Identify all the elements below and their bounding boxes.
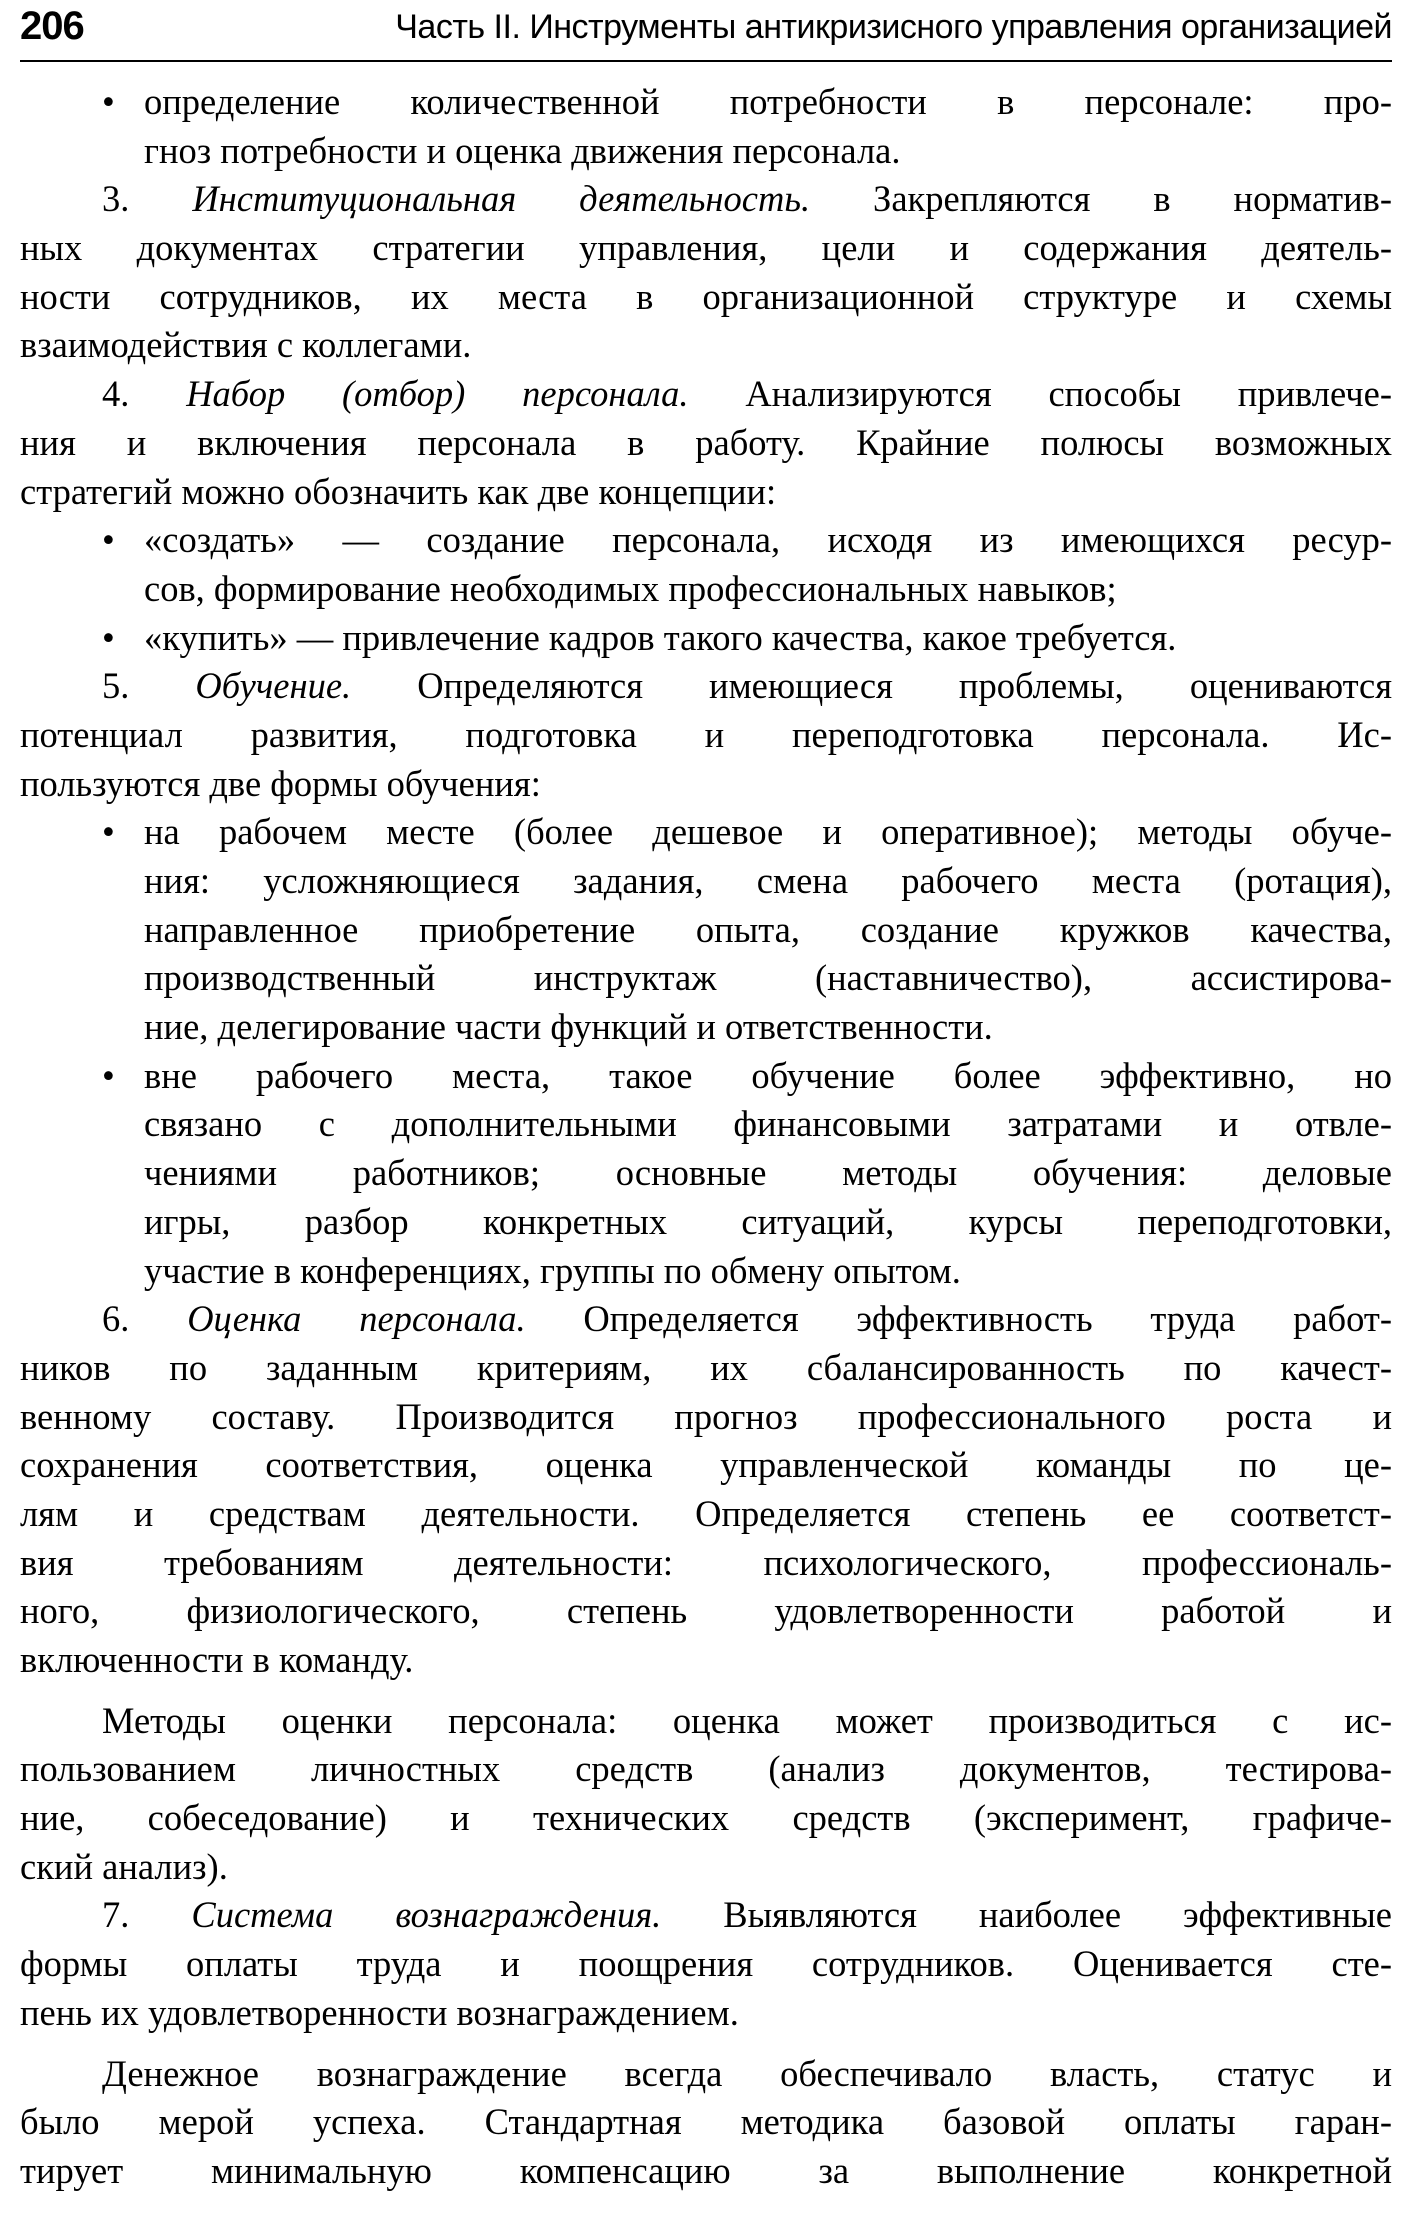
item-heading: Набор (отбор) персонала. [186, 373, 689, 415]
line-text: участие в конференциях, группы по обмену опытом. [144, 1249, 961, 1291]
text-line [20, 370, 1392, 419]
line-text: сохранения соответствия, оценка управленческой команды по це- [20, 1444, 1392, 1486]
line-text: ного, физиологического, степень удовлетворенности работой и [20, 1590, 1392, 1632]
line-text: «создать» — создание персонала, исходя из имеющихся ресур- [144, 519, 1392, 561]
text-line [20, 1697, 1392, 1746]
text-line [20, 1794, 1392, 1843]
text-line [20, 1149, 1392, 1198]
text-line [20, 516, 1392, 565]
line-text: взаимодействия с коллегами. [20, 324, 472, 366]
line-text: формы оплаты труда и поощрения сотрудников. Оценивается сте- [20, 1943, 1392, 1985]
text-line [20, 1891, 1392, 1940]
line-text: лям и средствам деятельности. Определяется степень ее соответст- [20, 1492, 1392, 1534]
text-line [20, 760, 1392, 809]
bullet-icon: • [102, 81, 115, 122]
line-text: направленное приобретение опыта, создание кружков качества, [144, 908, 1392, 950]
line-text: пользованием личностных средств (анализ документов, тестирова- [20, 1748, 1392, 1790]
line-text: «купить» — привлечение кадров такого качества, какое требуется. [144, 616, 1177, 658]
text-line [20, 857, 1392, 906]
item-heading: Обучение. [195, 665, 352, 707]
item-number: 3. [102, 178, 193, 220]
running-header [20, 0, 1392, 62]
line-text: чениями работников; основные методы обучения: деловые [144, 1152, 1392, 1194]
line-text: гноз потребности и оценка движения персонала. [144, 129, 901, 171]
item-number: 6. [102, 1298, 188, 1340]
line-text: вне рабочего места, такое обучение более эффективно, но [144, 1054, 1392, 1096]
item-number: 5. [102, 665, 196, 707]
line-text: вия требованиям деятельности: психологического, профессиональ- [20, 1541, 1392, 1583]
text-line [20, 1100, 1392, 1149]
text-line [20, 906, 1392, 955]
line-text: определение количественной потребности в персонале: про- [144, 81, 1392, 122]
line-text: Анализируются способы привлече- [688, 373, 1392, 415]
line-text: тирует минимальную компенсацию за выполнение конкретной [20, 2149, 1392, 2191]
text-line [20, 1344, 1392, 1393]
line-text: потенциал развития, подготовка и переподготовка персонала. Ис- [20, 713, 1392, 755]
line-text: было мерой успеха. Стандартная методика базовой оплаты гаран- [20, 2101, 1392, 2143]
text-line [20, 2050, 1392, 2099]
text-line [20, 273, 1392, 322]
line-text: ности сотрудников, их места в организационной структуре и схемы [20, 275, 1392, 317]
text-line [20, 1003, 1392, 1052]
text-line [20, 1295, 1392, 1344]
line-text: связано с дополнительными финансовыми затратами и отвле- [144, 1103, 1392, 1145]
text-line [20, 468, 1392, 517]
line-text: ных документах стратегии управления, цели и содержания деятель- [20, 227, 1392, 269]
text-line [20, 175, 1392, 224]
text-line [20, 711, 1392, 760]
item-heading: Институциональная деятельность. [192, 178, 811, 220]
line-text: стратегий можно обозначить как две концепции: [20, 470, 777, 512]
line-text: ния: усложняющиеся задания, смена рабочего места (ротация), [144, 860, 1392, 901]
text-line [20, 127, 1392, 176]
item-number: 7. [102, 1894, 192, 1936]
line-text: ния и включения персонала в работу. Крайние полюсы возможных [20, 421, 1392, 463]
text-line [20, 614, 1392, 663]
text-line [20, 954, 1392, 1003]
text-line [20, 1587, 1392, 1636]
page-number: 206 [20, 4, 84, 48]
text-line [20, 1490, 1392, 1539]
line-text: венному составу. Производится прогноз профессионального роста и [20, 1395, 1392, 1437]
line-text: ский анализ). [20, 1845, 228, 1887]
body-text [20, 78, 1392, 2196]
line-text: Методы оценки персонала: оценка может производиться с ис- [102, 1699, 1392, 1741]
book-page [20, 0, 1392, 2196]
bullet-icon: • [102, 1054, 115, 1096]
text-line [20, 1393, 1392, 1442]
text-line [20, 2098, 1392, 2147]
text-line [20, 1539, 1392, 1588]
line-text: пень их удовлетворенности вознаграждением. [20, 1991, 739, 2033]
bullet-icon: • [102, 811, 115, 853]
text-line [20, 1052, 1392, 1101]
line-text: производственный инструктаж (наставничество), ассистирова- [144, 957, 1392, 999]
text-line [20, 1989, 1392, 2038]
text-line [20, 224, 1392, 273]
text-line [20, 1843, 1392, 1892]
text-line [20, 2147, 1392, 2196]
line-text: ние, делегирование части функций и ответственности. [144, 1006, 993, 1048]
line-text: Выявляются наиболее эффективные [661, 1894, 1392, 1936]
text-line [20, 662, 1392, 711]
text-line [20, 1441, 1392, 1490]
text-line [20, 1247, 1392, 1296]
text-line [20, 1745, 1392, 1794]
line-text: ние, собеседование) и технических средств (эксперимент, графиче- [20, 1797, 1392, 1839]
text-line [20, 565, 1392, 614]
line-text: ников по заданным критериям, их сбалансированность по качест- [20, 1346, 1392, 1388]
text-line [20, 808, 1392, 857]
running-header-title: Часть II. Инструменты антикризисного управления организацией [395, 8, 1392, 46]
item-heading: Система вознаграждения. [191, 1894, 662, 1936]
text-line [20, 1940, 1392, 1989]
line-text: Денежное вознаграждение всегда обеспечивало власть, статус и [102, 2052, 1392, 2094]
line-text: Определяется эффективность труда работ- [525, 1298, 1392, 1340]
line-text: включенности в команду. [20, 1639, 414, 1680]
text-line [20, 1198, 1392, 1247]
item-number: 4. [102, 373, 187, 415]
text-line [20, 419, 1392, 468]
line-text: пользуются две формы обучения: [20, 762, 541, 804]
line-text: Определяются имеющиеся проблемы, оцениваются [351, 665, 1392, 707]
bullet-icon: • [102, 519, 115, 561]
bullet-icon: • [102, 616, 115, 658]
text-line [20, 321, 1392, 370]
text-line [20, 1636, 1392, 1685]
item-heading: Оценка персонала. [187, 1298, 526, 1340]
text-line [20, 78, 1392, 127]
line-text: Закрепляются в норматив- [810, 178, 1392, 220]
line-text: на рабочем месте (более дешевое и оперативное); методы обуче- [144, 811, 1392, 853]
line-text: игры, разбор конкретных ситуаций, курсы переподготовки, [144, 1200, 1392, 1242]
line-text: сов, формирование необходимых профессиональных навыков; [144, 567, 1117, 609]
